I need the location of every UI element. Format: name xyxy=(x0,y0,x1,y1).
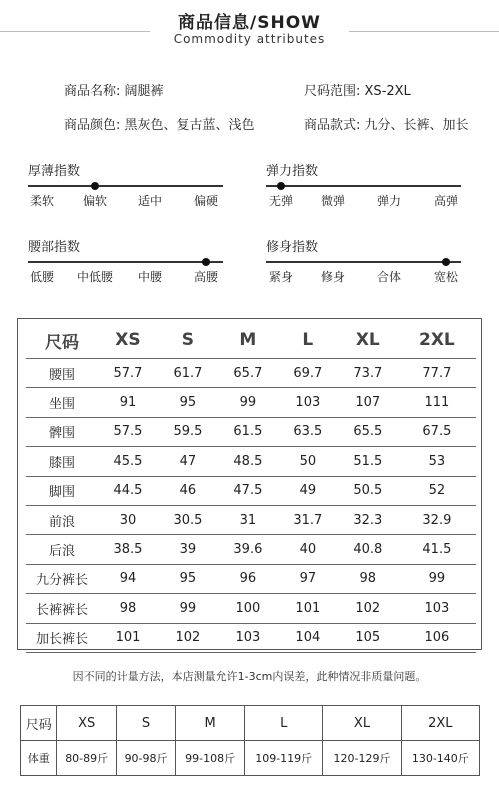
weight-header-row xyxy=(21,706,480,741)
header-cell: XS xyxy=(98,322,158,359)
slider-track xyxy=(266,261,461,263)
size-value-cell: 95 xyxy=(158,564,218,593)
header xyxy=(0,0,499,58)
row-label: 后浪 xyxy=(26,535,98,564)
slider-option: 宽松 xyxy=(433,270,459,284)
size-value-cell: 67.5 xyxy=(398,417,476,446)
size-table-row xyxy=(26,359,476,388)
slider-option: 修身 xyxy=(320,270,346,284)
weight-header-cell: M xyxy=(176,706,245,741)
size-value-cell: 40 xyxy=(278,535,338,564)
product-style-label: 商品款式: xyxy=(304,118,361,133)
size-value-cell: 65.7 xyxy=(218,359,278,388)
weight-cell: 99-108斤 xyxy=(176,741,245,776)
size-value-cell: 111 xyxy=(398,388,476,417)
size-value-cell: 103 xyxy=(278,388,338,417)
size-value-cell: 48.5 xyxy=(218,447,278,476)
size-table-row xyxy=(26,388,476,417)
size-value-cell: 50 xyxy=(278,447,338,476)
size-value-cell: 51.5 xyxy=(338,447,398,476)
size-value-cell: 103 xyxy=(398,594,476,623)
row-label: 加长裤长 xyxy=(26,623,98,652)
size-value-cell: 32.3 xyxy=(338,505,398,534)
size-value-cell: 77.7 xyxy=(398,359,476,388)
measurement-note: 因不同的计量方法，本店测量允许1-3cm内误差，此种情况非质量问题。 xyxy=(72,670,427,683)
weight-cell: 120-129斤 xyxy=(323,741,401,776)
size-value-cell: 31.7 xyxy=(278,505,338,534)
size-value-cell: 61.7 xyxy=(158,359,218,388)
weight-row xyxy=(21,741,480,776)
product-style xyxy=(304,114,469,133)
product-name xyxy=(64,80,164,99)
slider-option: 微弹 xyxy=(320,194,346,208)
slider-option: 中低腰 xyxy=(76,270,114,284)
weight-cell: 109-119斤 xyxy=(245,741,323,776)
size-value-cell: 53 xyxy=(398,447,476,476)
size-value-cell: 30.5 xyxy=(158,505,218,534)
size-value-cell: 99 xyxy=(398,564,476,593)
size-value-cell: 103 xyxy=(218,623,278,652)
size-value-cell: 69.7 xyxy=(278,359,338,388)
size-table-header xyxy=(26,322,476,359)
size-value-cell: 102 xyxy=(338,594,398,623)
header-cell: S xyxy=(158,322,218,359)
row-label: 髀围 xyxy=(26,417,98,446)
size-value-cell: 52 xyxy=(398,476,476,505)
size-value-cell: 101 xyxy=(278,594,338,623)
weight-header-cell: 尺码 xyxy=(21,706,57,741)
product-color-value: 黑灰色、复古蓝、浅色 xyxy=(124,118,255,133)
size-table-row xyxy=(26,476,476,505)
size-value-cell: 100 xyxy=(218,594,278,623)
slider-marker xyxy=(202,258,210,266)
size-table-row xyxy=(26,564,476,593)
slider-track xyxy=(266,185,461,187)
size-value-cell: 61.5 xyxy=(218,417,278,446)
size-value-cell: 57.5 xyxy=(98,417,158,446)
size-value-cell: 98 xyxy=(98,594,158,623)
size-value-cell: 32.9 xyxy=(398,505,476,534)
size-value-cell: 65.5 xyxy=(338,417,398,446)
size-value-cell: 31 xyxy=(218,505,278,534)
slider-option: 高腰 xyxy=(193,270,219,284)
slider-option: 偏软 xyxy=(82,194,108,208)
slider-track xyxy=(28,185,223,187)
header-cell: 尺码 xyxy=(26,322,98,359)
product-style-value: 九分、长裤、加长 xyxy=(364,118,469,133)
slider-option: 高弹 xyxy=(433,194,459,208)
row-label: 前浪 xyxy=(26,505,98,534)
size-value-cell: 102 xyxy=(158,623,218,652)
slider-option: 弹力 xyxy=(376,194,402,208)
row-label: 脚围 xyxy=(26,476,98,505)
slider-marker xyxy=(277,182,285,190)
size-value-cell: 44.5 xyxy=(98,476,158,505)
size-value-cell: 106 xyxy=(398,623,476,652)
size-value-cell: 94 xyxy=(98,564,158,593)
size-range-label: 尺码范围: xyxy=(304,84,361,99)
size-value-cell: 98 xyxy=(338,564,398,593)
size-value-cell: 39.6 xyxy=(218,535,278,564)
size-value-cell: 39 xyxy=(158,535,218,564)
size-value-cell: 47 xyxy=(158,447,218,476)
weight-cell: 130-140斤 xyxy=(401,741,479,776)
size-value-cell: 73.7 xyxy=(338,359,398,388)
size-table-row xyxy=(26,417,476,446)
product-color xyxy=(64,114,255,133)
row-label: 腰围 xyxy=(26,359,98,388)
header-cell: 2XL xyxy=(398,322,476,359)
size-table-body xyxy=(26,359,476,653)
slider-title: 弹力指数 xyxy=(266,164,319,179)
slider-title: 修身指数 xyxy=(266,240,319,255)
size-value-cell: 45.5 xyxy=(98,447,158,476)
slider-option: 无弹 xyxy=(268,194,294,208)
weight-header-cell: L xyxy=(245,706,323,741)
weight-table xyxy=(20,705,480,776)
size-value-cell: 97 xyxy=(278,564,338,593)
product-name-value: 阔腿裤 xyxy=(124,84,164,99)
weight-header-cell: XS xyxy=(57,706,116,741)
size-table xyxy=(26,322,476,653)
size-table-row xyxy=(26,505,476,534)
size-value-cell: 101 xyxy=(98,623,158,652)
weight-header-cell: XL xyxy=(323,706,401,741)
row-label: 坐围 xyxy=(26,388,98,417)
size-value-cell: 59.5 xyxy=(158,417,218,446)
header-cell: L xyxy=(278,322,338,359)
slider-marker xyxy=(91,182,99,190)
slider-title: 腰部指数 xyxy=(28,240,81,255)
slider-option: 合体 xyxy=(376,270,402,284)
size-value-cell: 105 xyxy=(338,623,398,652)
weight-cell: 90-98斤 xyxy=(116,741,175,776)
size-table-row xyxy=(26,594,476,623)
size-value-cell: 57.7 xyxy=(98,359,158,388)
size-value-cell: 50.5 xyxy=(338,476,398,505)
size-range xyxy=(304,80,411,99)
size-value-cell: 107 xyxy=(338,388,398,417)
size-value-cell: 99 xyxy=(158,594,218,623)
weight-header-cell: 2XL xyxy=(401,706,479,741)
page-title: 商品信息/SHOW xyxy=(178,13,321,33)
slider-option: 中腰 xyxy=(137,270,163,284)
product-color-label: 商品颜色: xyxy=(64,118,121,133)
page-subtitle: Commodity attributes xyxy=(173,32,326,46)
slider-option: 低腰 xyxy=(29,270,55,284)
size-value-cell: 99 xyxy=(218,388,278,417)
size-table-row xyxy=(26,535,476,564)
size-table-row xyxy=(26,447,476,476)
size-value-cell: 49 xyxy=(278,476,338,505)
size-value-cell: 96 xyxy=(218,564,278,593)
size-value-cell: 104 xyxy=(278,623,338,652)
slider-option: 柔软 xyxy=(29,194,55,208)
weight-header-cell: S xyxy=(116,706,175,741)
size-table-row xyxy=(26,623,476,652)
size-value-cell: 30 xyxy=(98,505,158,534)
header-cell: XL xyxy=(338,322,398,359)
size-value-cell: 47.5 xyxy=(218,476,278,505)
size-range-value: XS-2XL xyxy=(364,84,411,99)
slider-option: 适中 xyxy=(137,194,163,208)
weight-cell: 体重 xyxy=(21,741,57,776)
size-value-cell: 95 xyxy=(158,388,218,417)
size-value-cell: 40.8 xyxy=(338,535,398,564)
slider-marker xyxy=(442,258,450,266)
size-value-cell: 41.5 xyxy=(398,535,476,564)
weight-cell: 80-89斤 xyxy=(57,741,116,776)
slider-track xyxy=(28,261,223,263)
product-name-label: 商品名称: xyxy=(64,84,121,99)
size-value-cell: 38.5 xyxy=(98,535,158,564)
row-label: 长裤裤长 xyxy=(26,594,98,623)
size-value-cell: 46 xyxy=(158,476,218,505)
row-label: 膝围 xyxy=(26,447,98,476)
size-value-cell: 63.5 xyxy=(278,417,338,446)
slider-title: 厚薄指数 xyxy=(28,164,81,179)
size-value-cell: 91 xyxy=(98,388,158,417)
slider-option: 紧身 xyxy=(268,270,294,284)
slider-option: 偏硬 xyxy=(193,194,219,208)
header-cell: M xyxy=(218,322,278,359)
row-label: 九分裤长 xyxy=(26,564,98,593)
